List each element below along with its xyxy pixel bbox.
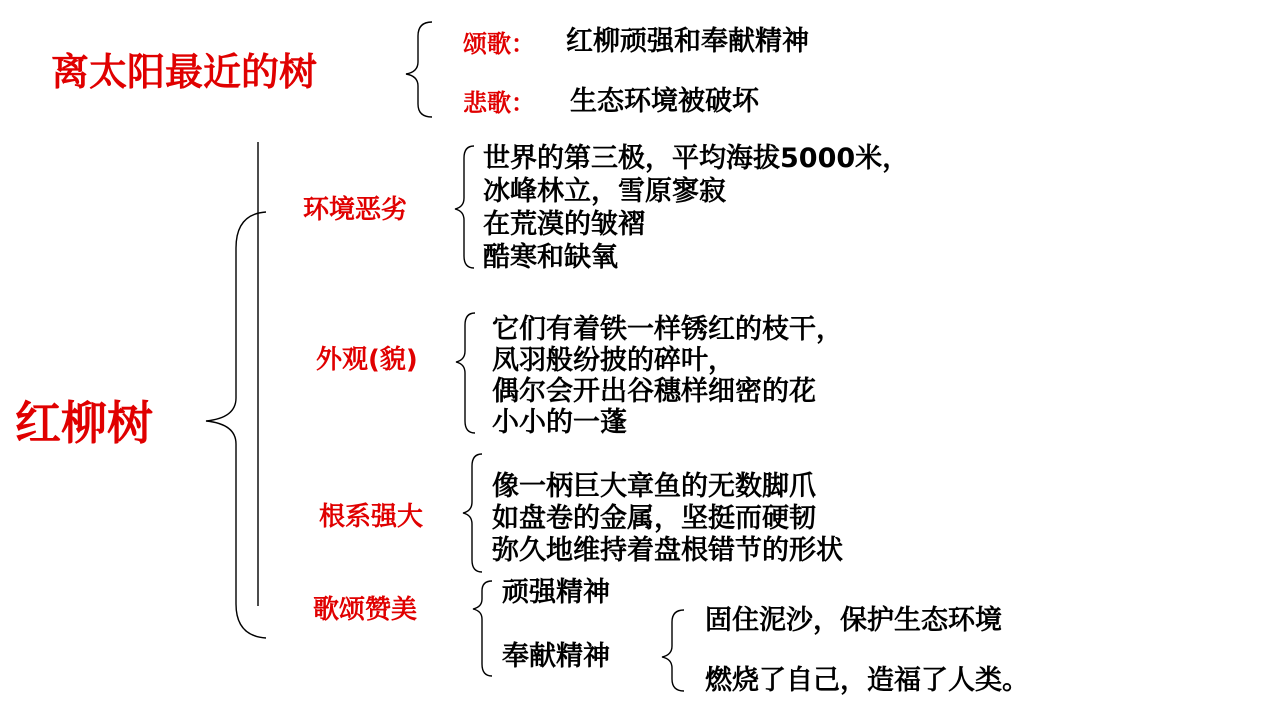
branch-roots-lines <box>492 464 843 566</box>
brace-environment <box>455 146 474 268</box>
brace-dedication <box>662 610 684 691</box>
dedication-line: 固住泥沙，保护生态环境 <box>705 605 1002 636</box>
environment-line: 冰峰林立，雪原寥寂 <box>483 176 726 207</box>
praise-label: 颂歌： <box>463 30 535 58</box>
appearance-line: 偶尔会开出谷穗样细密的花 <box>492 376 816 407</box>
environment-line: 酷寒和缺氧 <box>483 242 618 273</box>
brace-appearance <box>456 313 475 433</box>
appearance-line: 凤羽般纷披的碎叶， <box>492 345 735 376</box>
environment-line: 世界的第三极，平均海拔5000米， <box>483 143 910 174</box>
root-label: 红柳树 <box>15 396 153 450</box>
brace-praise <box>473 581 492 676</box>
roots-line: 如盘卷的金属，坚挺而硬韧 <box>492 503 816 534</box>
lament-label: 悲歌： <box>463 89 535 117</box>
appearance-line: 它们有着铁一样锈红的枝干， <box>492 314 843 345</box>
praise-dedication: 奉献精神 <box>502 641 610 672</box>
praise-text: 红柳顽强和奉献精神 <box>566 26 809 57</box>
brace-roots <box>463 454 482 572</box>
praise-tenacity: 顽强精神 <box>502 577 610 608</box>
branch-roots-label: 根系强大 <box>319 502 424 532</box>
environment-line: 在荒漠的皱褶 <box>483 209 645 240</box>
brace-root <box>206 212 266 638</box>
brace-top <box>406 22 432 117</box>
title: 离太阳最近的树 <box>51 50 318 94</box>
branch-environment-lines <box>483 136 910 273</box>
branch-environment-label: 环境恶劣 <box>303 195 408 225</box>
roots-line: 像一柄巨大章鱼的无数脚爪 <box>492 471 816 502</box>
roots-line: 弥久地维持着盘根错节的形状 <box>492 535 843 566</box>
branch-appearance-lines <box>492 307 843 438</box>
appearance-line: 小小的一蓬 <box>492 407 627 438</box>
branch-praise-label: 歌颂赞美 <box>313 595 418 625</box>
branch-appearance-label: 外观(貌) <box>316 345 418 375</box>
dedication-line: 燃烧了自己，造福了人类。 <box>705 665 1029 696</box>
lament-text: 生态环境被破坏 <box>570 86 759 117</box>
